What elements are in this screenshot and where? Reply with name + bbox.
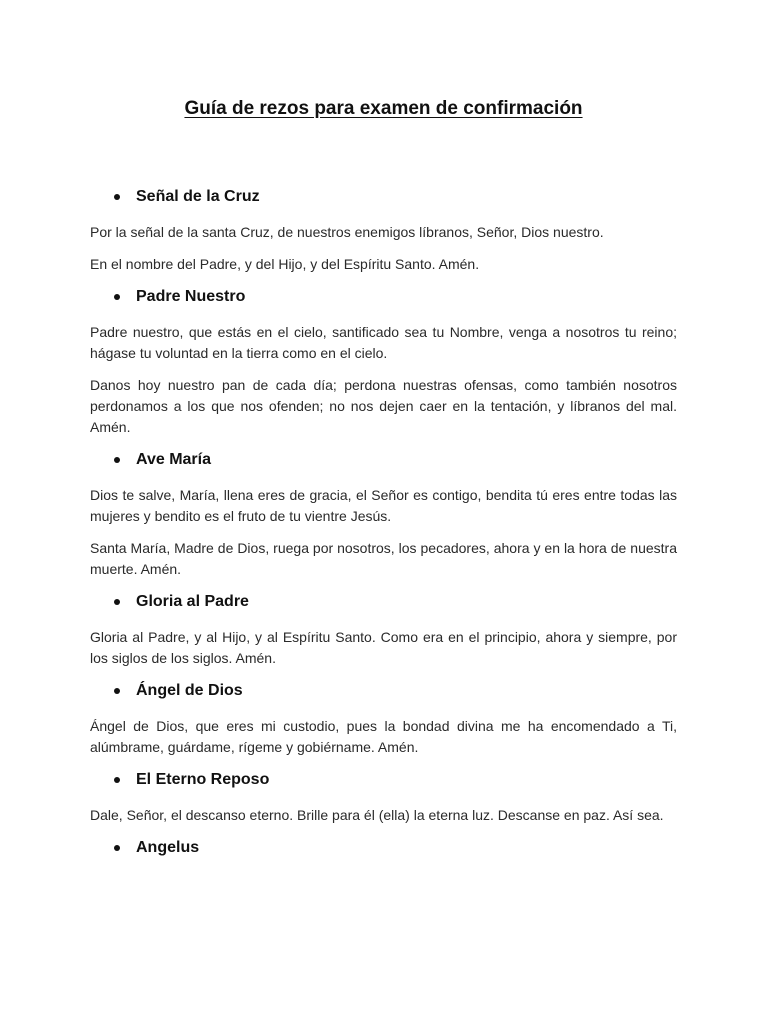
prayer-paragraph: En el nombre del Padre, y del Hijo, y del Espíritu Santo. Amén. bbox=[90, 256, 480, 272]
section-heading bbox=[90, 591, 677, 613]
prayer-section-senal-de-la-cruz bbox=[90, 186, 677, 275]
prayer-paragraph: Padre nuestro, que estás en el cielo, santificado sea tu Nombre, venga a nosotros tu reino; hágase tu voluntad en la tierra como en el cielo. bbox=[90, 324, 677, 361]
prayer-paragraph: Gloria al Padre, y al Hijo, y al Espíritu Santo. Como era en el principio, ahora y siempre, por los siglos de los siglos. Amén. bbox=[90, 629, 677, 666]
prayer-paragraph: Santa María, Madre de Dios, ruega por nosotros, los pecadores, ahora y en la hora de nuestra muerte. Amén. bbox=[90, 540, 677, 577]
section-heading bbox=[90, 449, 677, 471]
prayer-section-angel-de-dios bbox=[90, 680, 677, 758]
prayer-list bbox=[90, 186, 677, 859]
bullet-icon bbox=[114, 294, 120, 300]
section-heading bbox=[90, 186, 677, 208]
prayer-section-el-eterno-reposo bbox=[90, 769, 677, 826]
bullet-icon bbox=[114, 688, 120, 694]
prayer-paragraph: Dale, Señor, el descanso eterno. Brille para él (ella) la eterna luz. Descanse en paz. Así sea. bbox=[90, 807, 664, 823]
prayer-section-padre-nuestro bbox=[90, 286, 677, 438]
prayer-section-angelus bbox=[90, 837, 677, 859]
bullet-icon bbox=[114, 845, 120, 851]
section-title: Gloria al Padre bbox=[136, 593, 249, 610]
bullet-icon bbox=[114, 194, 120, 200]
prayer-paragraph: Por la señal de la santa Cruz, de nuestros enemigos líbranos, Señor, Dios nuestro. bbox=[90, 224, 604, 240]
prayer-section-ave-maria bbox=[90, 449, 677, 580]
prayer-section-gloria-al-padre bbox=[90, 591, 677, 669]
section-title: Padre Nuestro bbox=[136, 288, 246, 305]
section-title: Angelus bbox=[136, 839, 200, 856]
page-title: Guía de rezos para examen de confirmación bbox=[184, 98, 583, 119]
bullet-icon bbox=[114, 777, 120, 783]
prayer-paragraph: Ángel de Dios, que eres mi custodio, pues la bondad divina me ha encomendado a Ti, alúmbrame, guárdame, rígeme y gobiérname. Amén. bbox=[90, 718, 677, 755]
bullet-icon bbox=[114, 599, 120, 605]
section-title: El Eterno Reposo bbox=[136, 771, 270, 788]
section-heading bbox=[90, 286, 677, 308]
section-title: Señal de la Cruz bbox=[136, 188, 260, 205]
section-title: Ángel de Dios bbox=[136, 682, 243, 699]
section-heading bbox=[90, 837, 677, 859]
prayer-paragraph: Danos hoy nuestro pan de cada día; perdona nuestras ofensas, como también nosotros perdonamos a los que nos ofenden; no nos dejen caer en la tentación, y líbranos del mal. Amén. bbox=[90, 377, 677, 435]
section-heading bbox=[90, 680, 677, 702]
section-heading bbox=[90, 769, 677, 791]
prayer-paragraph: Dios te salve, María, llena eres de gracia, el Señor es contigo, bendita tú eres entre todas las mujeres y bendito es el fruto de tu vientre Jesús. bbox=[90, 487, 677, 524]
bullet-icon bbox=[114, 457, 120, 463]
section-title: Ave María bbox=[136, 451, 211, 468]
